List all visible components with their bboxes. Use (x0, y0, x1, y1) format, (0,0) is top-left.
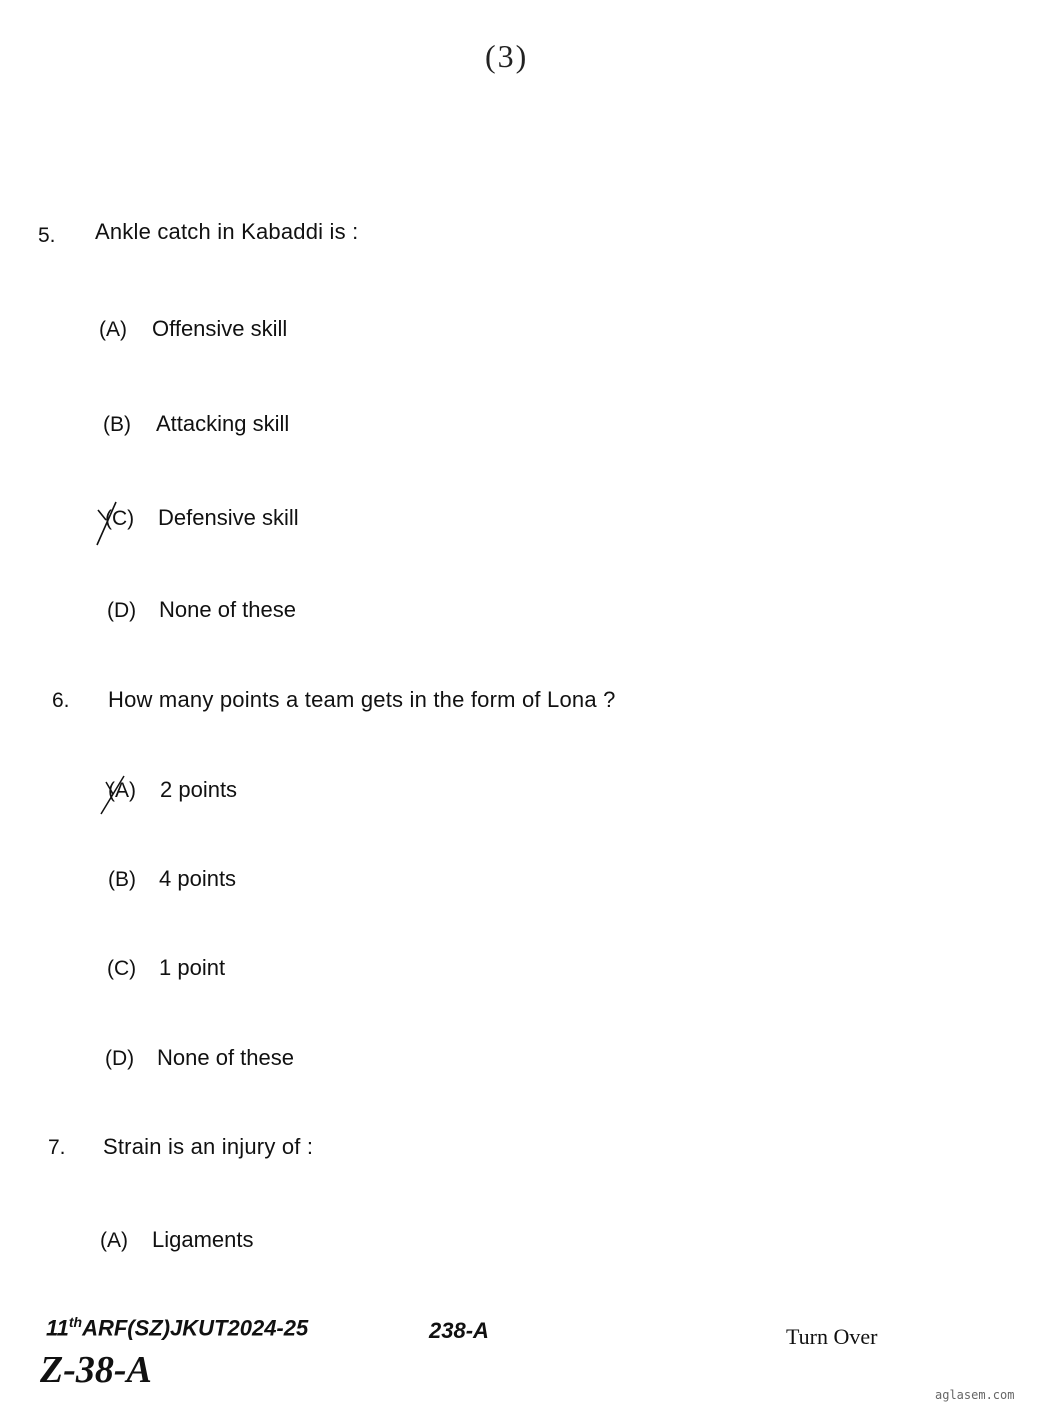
exam-code-suffix: ARF(SZ)JKUT2024-25 (82, 1315, 309, 1341)
exam-code-prefix: 11 (46, 1315, 69, 1341)
option-text: Defensive skill (158, 505, 299, 530)
answer-tick-mark (94, 500, 120, 548)
option-label: (C) (107, 957, 137, 980)
option-label: (D) (107, 599, 137, 622)
option-text: 1 point (159, 955, 226, 980)
option-text: Offensive skill (152, 316, 288, 341)
series-code: Z-38-A (40, 1349, 152, 1391)
option-text: None of these (159, 597, 296, 622)
option-label: (D) (105, 1047, 135, 1070)
turn-over-text: Turn Over (786, 1324, 878, 1349)
exam-code-superscript: th (68, 1314, 83, 1330)
page-number: (3) (485, 38, 529, 74)
option-label: (B) (108, 868, 136, 891)
option-text: 2 points (160, 777, 238, 802)
option-text: Ligaments (152, 1227, 254, 1252)
watermark: aglasem.com (935, 1388, 1015, 1402)
question-text: Strain is an injury of : (103, 1134, 314, 1159)
exam-code (46, 1314, 308, 1341)
answer-tick-mark (98, 772, 128, 820)
question-number: 6. (52, 689, 70, 712)
option-text: 4 points (159, 866, 237, 891)
paper-code: 238-A (429, 1318, 489, 1343)
option-label: (B) (103, 413, 131, 436)
option-label: (C) (105, 507, 135, 530)
question-number: 7. (48, 1136, 66, 1159)
option-text: Attacking skill (156, 411, 290, 436)
option-label: (A) (100, 1229, 128, 1252)
question-text: How many points a team gets in the form of Lona ? (108, 687, 616, 712)
option-label: (A) (108, 779, 136, 802)
option-label: (A) (99, 318, 127, 341)
question-text: Ankle catch in Kabaddi is : (95, 219, 359, 244)
question-number: 5. (38, 224, 56, 247)
option-text: None of these (157, 1045, 294, 1070)
